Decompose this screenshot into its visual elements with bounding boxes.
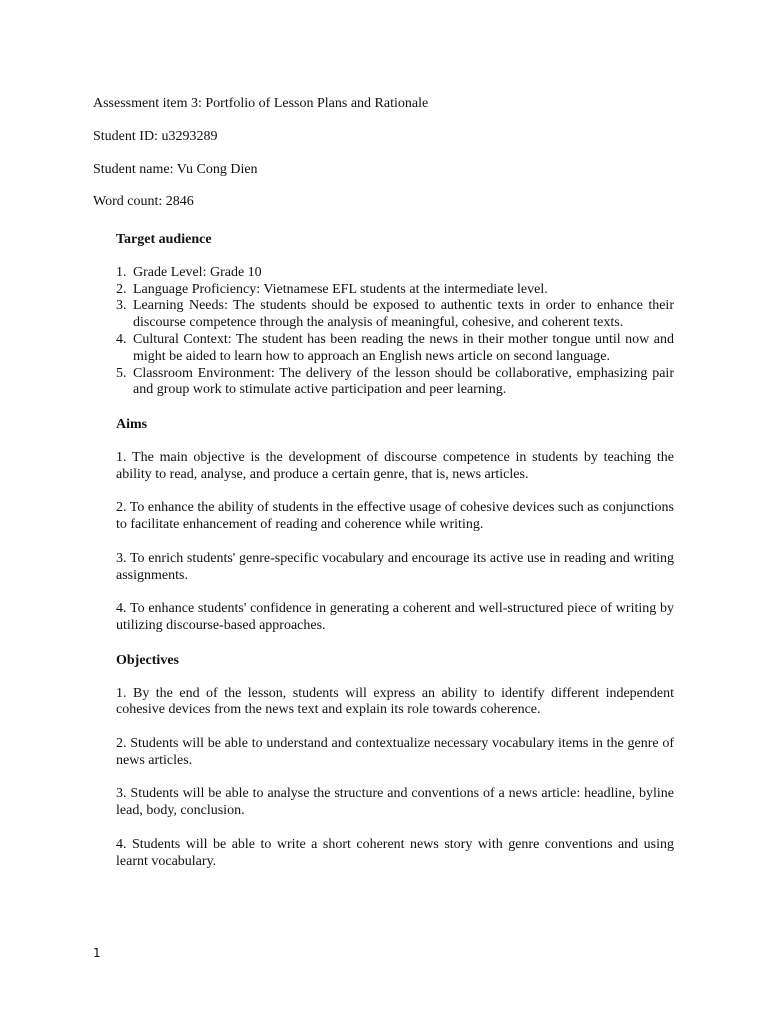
list-item [116, 282, 674, 299]
aims-heading: Aims [116, 417, 148, 433]
objectives-heading: Objectives [116, 652, 179, 668]
list-item [116, 265, 674, 282]
list-item-text: Grade Level: Grade 10 [133, 264, 262, 280]
objectives-list [116, 686, 674, 871]
assessment-title: Assessment item 3: Portfolio of Lesson Plans and Rationale [93, 96, 429, 111]
target-audience-heading: Target audience [116, 232, 212, 247]
list-item-number: 1. [116, 264, 127, 280]
list-item-number: 5. [116, 365, 127, 381]
aim-item: 2. To enhance the ability of students in the effective usage of cohesive devices such as conjunctions to facilitate enhancement of reading and coherence while writing. [116, 500, 674, 533]
student-id: Student ID: u3293289 [93, 129, 218, 144]
objective-item: 2. Students will be able to understand and contextualize necessary vocabulary items in the genre of news articles. [116, 735, 674, 768]
list-item-number: 2. [116, 281, 127, 297]
list-item [116, 366, 674, 400]
list-item-text: Language Proficiency: Vietnamese EFL students at the intermediate level. [133, 281, 548, 297]
list-item-text: Cultural Context: The student has been reading the news in their mother tongue until now and might be aided to learn how to approach an English news article on second language. [133, 331, 674, 364]
page-number: 1 [93, 946, 101, 960]
objective-item: 3. Students will be able to analyse the structure and conventions of a news article: headline, byline lead, body, conclusion. [116, 786, 674, 819]
student-name: Student name: Vu Cong Dien [93, 162, 258, 177]
document-body [116, 232, 674, 870]
list-item-number: 3. [116, 298, 127, 314]
list-item-number: 4. [116, 331, 127, 347]
word-count: Word count: 2846 [93, 194, 194, 209]
target-audience-list [116, 265, 674, 399]
aim-item: 4. To enhance students' confidence in generating a coherent and well-structured piece of writing by utilizing discourse-based approaches. [116, 601, 674, 633]
aims-list [116, 450, 674, 635]
list-item-text: Learning Needs: The students should be exposed to authentic texts in order to enhance their discourse competence through the analysis of meaningful, cohesive, and coherent texts. [133, 298, 674, 331]
list-item [116, 332, 674, 366]
objective-item: 4. Students will be able to write a short coherent news story with genre conventions and using learnt vocabulary. [116, 836, 674, 869]
list-item-text: Classroom Environment: The delivery of the lesson should be collaborative, emphasizing pair and group work to stimulate active participation and peer learning. [133, 365, 674, 398]
aim-item: 3. To enrich students' genre-specific vocabulary and encourage its active use in reading and writing assignments. [116, 550, 674, 583]
list-item [116, 298, 674, 332]
objective-item: 1. By the end of the lesson, students will express an ability to identify different independent cohesive devices from the news text and explain its role towards coherence. [116, 685, 674, 718]
aim-item: 1. The main objective is the development of discourse competence in students by teaching the ability to read, analyse, and produce a certain genre, that is, news articles. [116, 449, 674, 482]
